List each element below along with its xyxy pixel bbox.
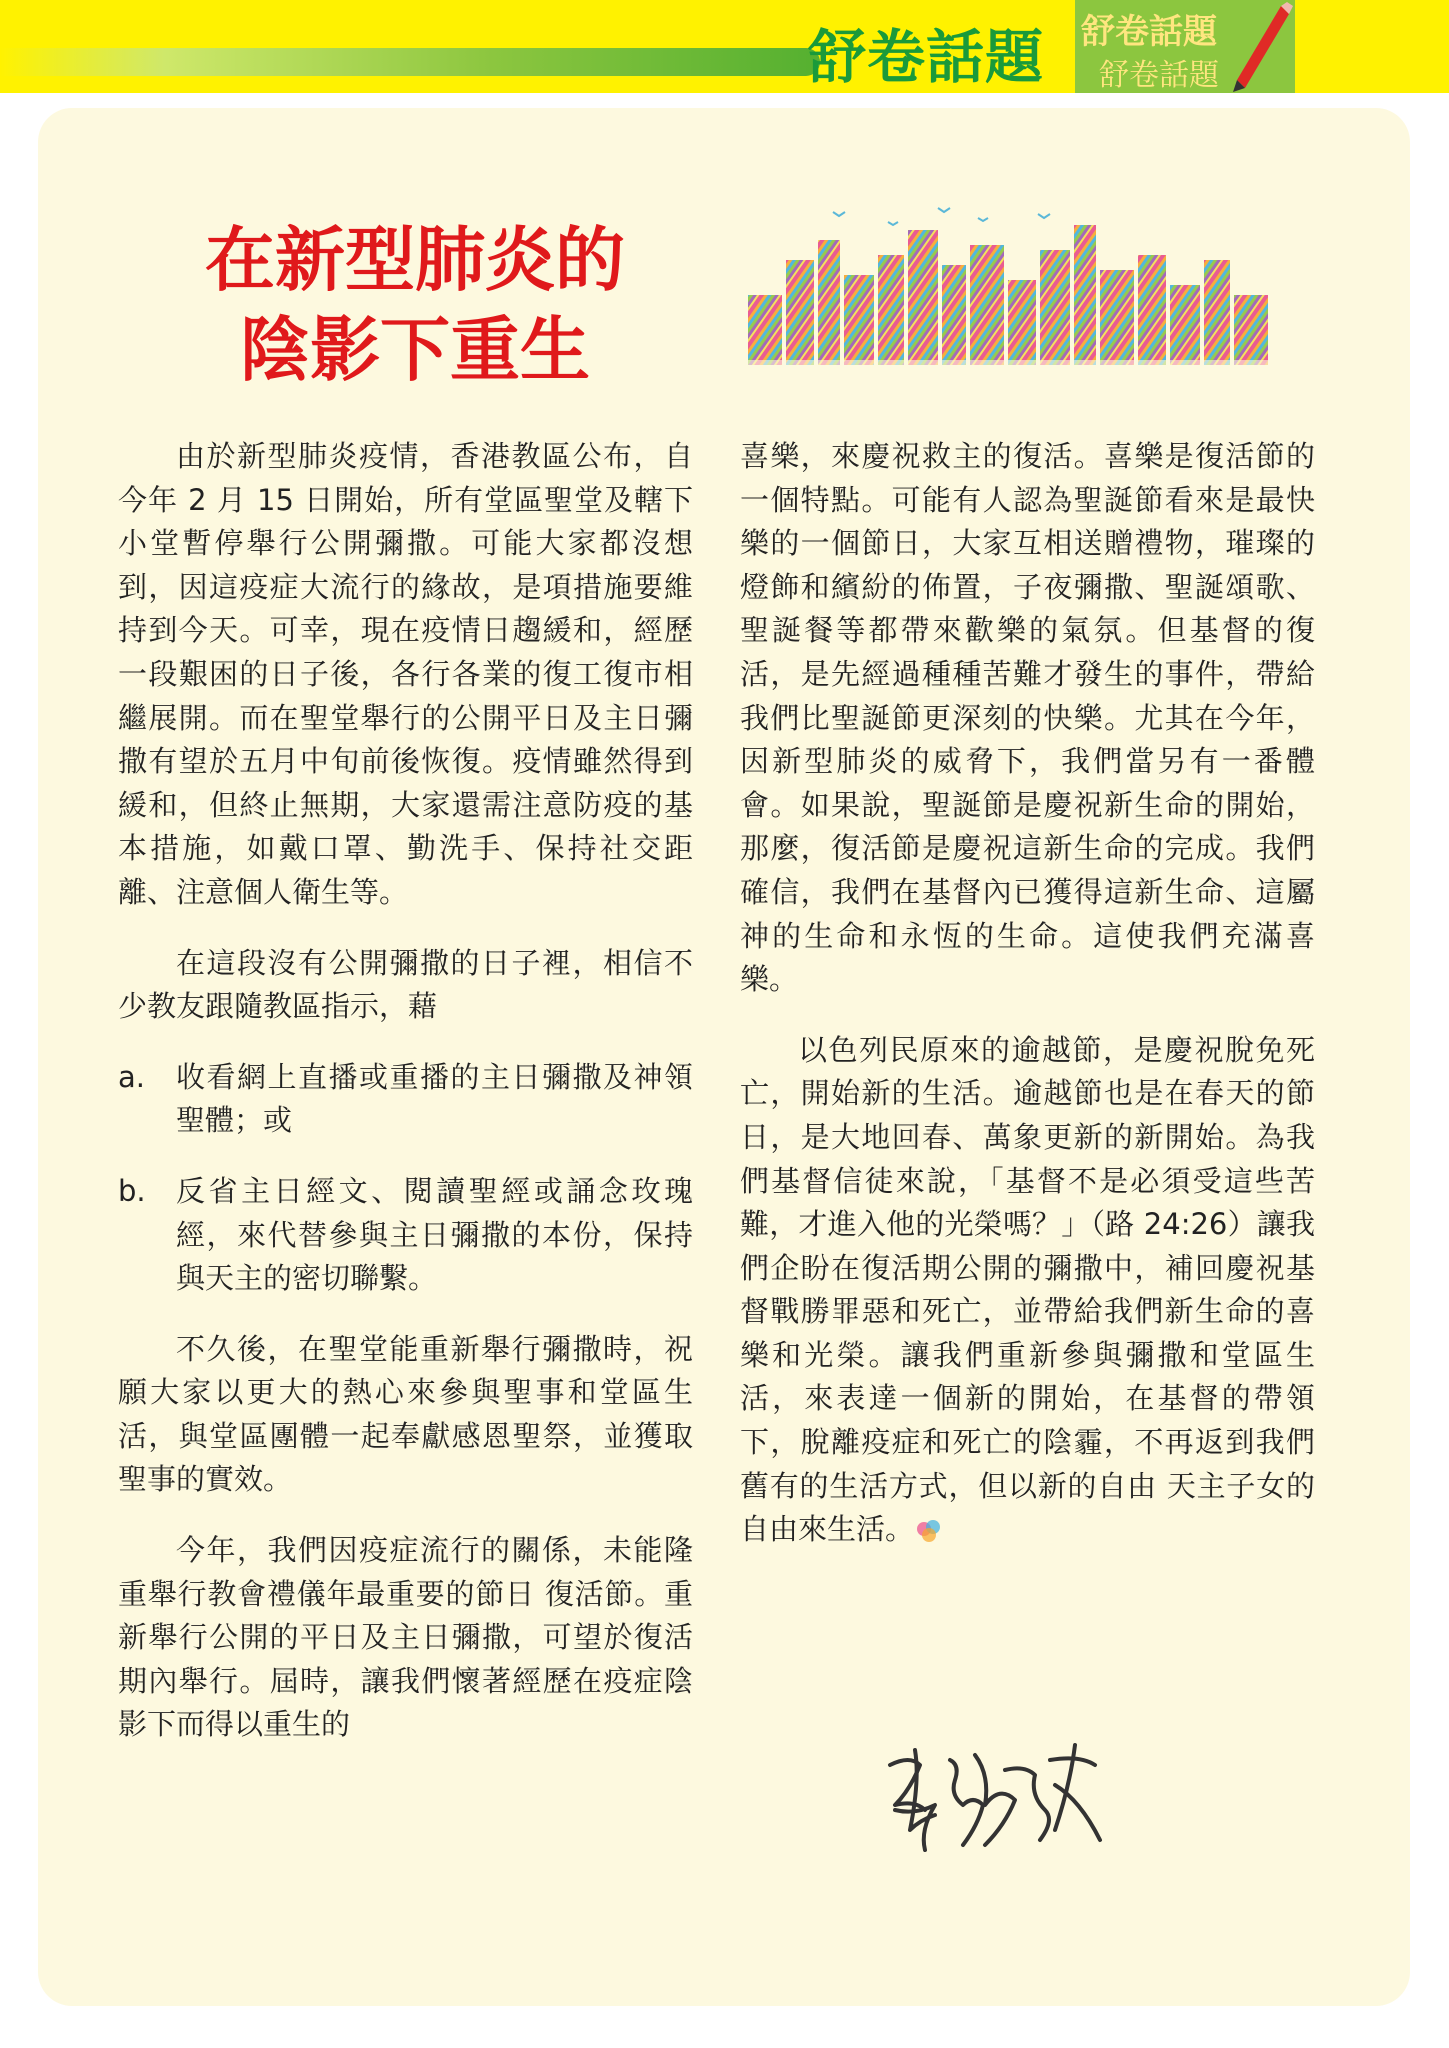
list-item-text: 收看網上直播或重播的主日彌撒及神領聖體；或 bbox=[176, 1059, 693, 1138]
paragraph: 喜樂，來慶祝救主的復活。喜樂是復活節的一個特點。可能有人認為聖誕節看來是最快樂的一個節日，大家互相送贈禮物，璀璨的燈飾和繽紛的佈置，子夜彌撒、聖誕頌歌、聖誕餐等都帶來歡樂的氣氛。但基督的復活，是先經過種種苦難才發生的事件，帶給我們比聖誕節更深刻的快樂。尤其在今年，因新型肺炎的威脅下，我們當另有一番體會。如果說，聖誕節是慶祝新生命的開始，那麼，復活節是慶祝這新生命的完成。我們確信，我們在基督內已獲得這新生命、這屬神的生命和永恆的生命。這使我們充滿喜樂。 bbox=[740, 439, 1315, 997]
top-banner bbox=[0, 0, 1449, 93]
article-title bbox=[165, 215, 665, 395]
author-signature bbox=[880, 1740, 1130, 1870]
logo-text-line1: 舒卷話題 bbox=[1081, 12, 1217, 52]
banner-stripe bbox=[0, 48, 820, 76]
column-logo bbox=[1075, 0, 1295, 93]
list-item bbox=[118, 1170, 693, 1301]
paragraph: 由於新型肺炎疫情，香港教區公布，自今年 2 月 15 日開始，所有堂區聖堂及轄下小堂暫停舉行公開彌撒。可能大家都沒想到，因這疫症大流行的緣故，是項措施要維持到今天。可幸，現在疫情日趨緩和，經歷一段艱困的日子後，各行各業的復工復市相繼展開。而在聖堂舉行的公開平日及主日彌撒有望於五月中旬前後恢復。疫情雖然得到緩和，但終止無期，大家還需注意防疫的基本措施，如戴口罩、勤洗手、保持社交距離、注意個人衛生等。 bbox=[118, 439, 693, 909]
end-mark-icon bbox=[914, 1517, 944, 1545]
city-skyline-illustration bbox=[738, 200, 1298, 380]
left-column bbox=[118, 435, 693, 1774]
list-marker: b. bbox=[118, 1173, 146, 1208]
paragraph: 不久後，在聖堂能重新舉行彌撒時，祝願大家以更大的熱心來參與聖事和堂區生活，與堂區團體一起奉獻感恩聖祭，並獲取聖事的實效。 bbox=[118, 1331, 693, 1497]
pencil-icon bbox=[1225, 0, 1295, 93]
paragraph bbox=[740, 1029, 1315, 1552]
list-item bbox=[118, 1056, 693, 1143]
logo-text-line2: 舒卷話題 bbox=[1099, 58, 1219, 93]
list-marker: a. bbox=[118, 1059, 145, 1094]
section-title: 舒卷話題 bbox=[808, 23, 1045, 91]
article-title-line2: 陰影下重生 bbox=[240, 309, 590, 391]
paragraph-text: 以色列民原來的逾越節，是慶祝脫免死亡，開始新的生活。逾越節也是在春天的節日，是大地回春、萬象更新的新開始。為我們基督信徒來說，「基督不是必須受這些苦難，才進入他的光榮嗎？」（路 24:26）讓我們企盼在復活期公開的彌撒中，補回慶祝基督戰勝罪惡和死亡，並帶給我們新生命的喜樂和光榮。讓我們重新參與彌撒和堂區生活，來表達一個新的開始，在基督的帶領下，脫離疫症和死亡的陰霾，不再返到我們舊有的生活方式，但以新的自由 天主子女的自由來生活。 bbox=[740, 1032, 1315, 1547]
paragraph: 今年，我們因疫症流行的關係，未能隆重舉行教會禮儀年最重要的節日 復活節。重新舉行公開的平日及主日彌撒，可望於復活期內舉行。屆時，讓我們懷著經歷在疫症陰影下而得以重生的 bbox=[118, 1533, 693, 1742]
list-item-text: 反省主日經文、閱讀聖經或誦念玫瑰經，來代替參與主日彌撒的本份，保持與天主的密切聯繫。 bbox=[176, 1173, 693, 1296]
right-column bbox=[740, 435, 1315, 1579]
paragraph: 在這段沒有公開彌撒的日子裡，相信不少教友跟隨教區指示，藉 bbox=[118, 945, 693, 1024]
article-title-line1: 在新型肺炎的 bbox=[205, 219, 625, 301]
